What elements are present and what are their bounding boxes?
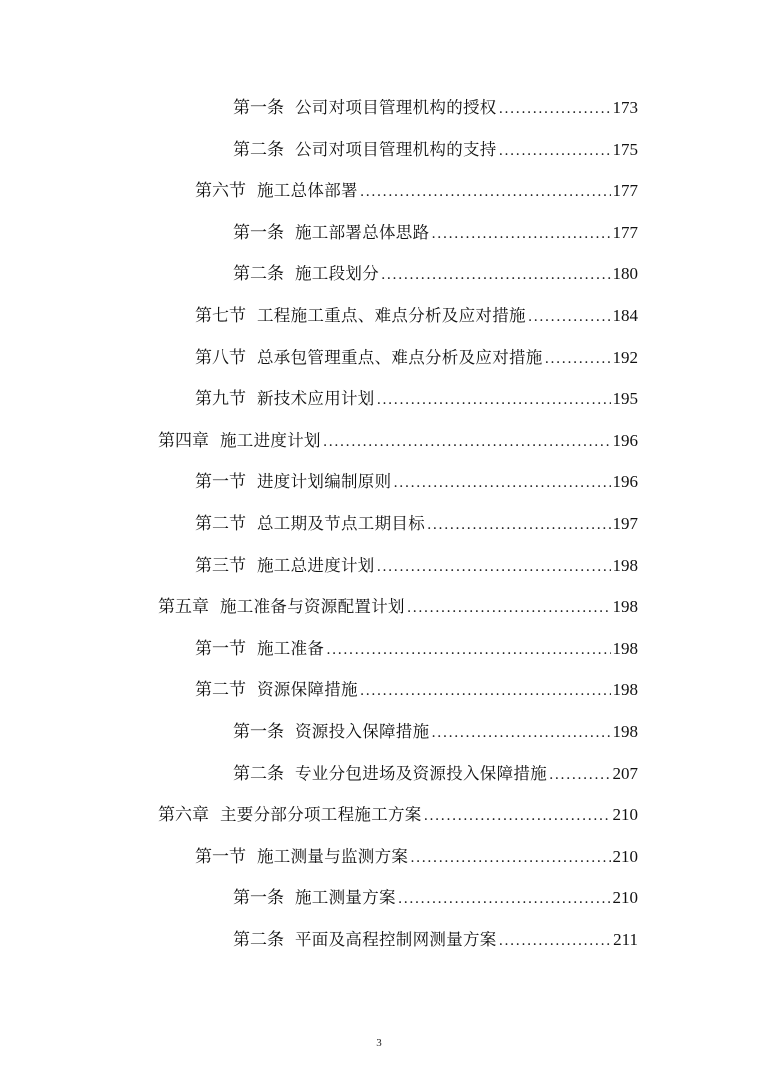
toc-entry[interactable] [233, 921, 638, 951]
toc-entry-page-number: 210 [612, 805, 638, 825]
toc-entry-page-number: 195 [612, 389, 638, 409]
toc-entry-title: 专业分包进场及资源投入保障措施 [295, 763, 547, 783]
toc-entry[interactable] [195, 547, 638, 577]
toc-entry[interactable] [195, 339, 638, 369]
toc-dot-leader [499, 99, 611, 119]
toc-entry-number: 第二条 [233, 264, 284, 285]
toc-entry-page-number: 197 [612, 514, 638, 533]
toc-entry-page-number: 177 [612, 181, 638, 201]
toc-dot-leader [377, 390, 611, 410]
toc-dot-leader [360, 182, 611, 202]
toc-entry-title: 公司对项目管理机构的授权 [295, 98, 497, 117]
toc-dot-leader [431, 723, 610, 743]
toc-dot-leader [381, 265, 611, 285]
toc-entry-number: 第七节 [195, 306, 246, 326]
toc-entry-number: 第二节 [195, 514, 246, 534]
toc-entry-page-number: 192 [612, 347, 638, 367]
toc-entry-page-number: 196 [612, 472, 638, 492]
toc-entry-title: 工程施工重点、难点分析及应对措施 [257, 306, 526, 325]
toc-entry-title: 施工段划分 [295, 264, 379, 284]
toc-entry-title: 施工测量方案 [295, 888, 396, 908]
toc-entry-title: 资源保障措施 [257, 680, 358, 700]
toc-entry-number: 第二条 [233, 763, 284, 784]
toc-entry-page-number: 198 [612, 555, 638, 575]
toc-entry-number: 第三节 [195, 555, 246, 576]
toc-entry-number: 第一条 [233, 888, 284, 909]
toc-entry[interactable] [195, 463, 638, 493]
toc-entry-title: 施工总体部署 [257, 181, 358, 201]
toc-entry[interactable] [158, 422, 638, 452]
toc-dot-leader [499, 141, 611, 161]
toc-dot-leader [528, 307, 611, 327]
toc-entry-number: 第五章 [158, 597, 209, 618]
toc-entry-number: 第八节 [195, 347, 246, 368]
toc-entry-page-number: 177 [612, 222, 638, 242]
toc-entry-page-number: 210 [612, 846, 638, 866]
toc-dot-leader [549, 765, 611, 785]
toc-entry-title: 施工准备与资源配置计划 [220, 597, 405, 617]
toc-entry-number: 第一条 [233, 222, 284, 243]
toc-dot-leader [410, 848, 610, 868]
toc-entry-page-number: 198 [612, 722, 638, 741]
toc-entry-page-number: 198 [612, 680, 638, 700]
toc-entry-page-number: 180 [612, 264, 638, 284]
toc-entry[interactable] [158, 796, 638, 826]
toc-entry[interactable] [195, 172, 638, 202]
toc-entry[interactable] [195, 838, 638, 868]
page-footer-number: 3 [376, 1037, 382, 1049]
toc-dot-leader [393, 473, 610, 493]
toc-entry-page-number: 207 [612, 763, 638, 783]
toc-dot-leader [377, 557, 611, 577]
toc-entry[interactable] [233, 89, 638, 119]
toc-entry-title: 公司对项目管理机构的支持 [295, 139, 497, 159]
toc-entry-number: 第二条 [233, 930, 284, 950]
toc-entry[interactable] [195, 505, 638, 535]
toc-entry[interactable] [195, 630, 638, 660]
toc-entry-title: 主要分部分项工程施工方案 [220, 805, 422, 825]
toc-entry[interactable] [195, 671, 638, 701]
toc-entry-number: 第六章 [158, 805, 209, 826]
toc-entry[interactable] [233, 713, 638, 743]
toc-entry-title: 新技术应用计划 [257, 389, 375, 409]
toc-dot-leader [323, 432, 611, 452]
toc-entry-page-number: 198 [612, 597, 638, 617]
toc-entry[interactable] [233, 214, 638, 244]
toc-dot-leader [427, 515, 611, 535]
toc-entry-number: 第六节 [195, 181, 246, 202]
toc-entry-page-number: 211 [613, 930, 638, 949]
toc-entry-number: 第一节 [195, 638, 246, 659]
toc-entry-page-number: 173 [612, 98, 638, 117]
toc-dot-leader [360, 681, 611, 701]
toc-dot-leader [545, 349, 611, 369]
toc-entry-page-number: 198 [612, 638, 638, 658]
toc-entry-number: 第二条 [233, 139, 284, 160]
toc-entry-number: 第一条 [233, 722, 284, 742]
toc-entry-page-number: 196 [612, 430, 638, 450]
toc-entry-title: 进度计划编制原则 [257, 472, 392, 492]
toc-entry[interactable] [158, 588, 638, 618]
toc-dot-leader [431, 224, 610, 244]
toc-entry-page-number: 175 [612, 139, 638, 159]
toc-entry-number: 第一节 [195, 472, 246, 493]
toc-dot-leader [407, 598, 611, 618]
toc-entry-title: 资源投入保障措施 [295, 722, 430, 741]
toc-dot-leader [398, 889, 611, 909]
toc-entry-title: 总工期及节点工期目标 [257, 514, 425, 533]
toc-dot-leader [424, 806, 611, 826]
toc-entry-title: 平面及高程控制网测量方案 [295, 930, 497, 949]
toc-entry-number: 第九节 [195, 389, 246, 410]
toc-entry-title: 施工总进度计划 [257, 555, 375, 575]
toc-entry[interactable] [233, 879, 638, 909]
toc-entry-number: 第一条 [233, 98, 284, 118]
toc-entry-page-number: 210 [612, 888, 638, 908]
toc-entry-number: 第一节 [195, 846, 246, 867]
toc-entry[interactable] [195, 297, 638, 327]
toc-entry[interactable] [195, 380, 638, 410]
toc-entry-page-number: 184 [612, 306, 638, 325]
toc-entry-title: 施工准备 [257, 638, 325, 658]
toc-dot-leader [326, 640, 610, 660]
toc-dot-leader [499, 931, 612, 951]
toc-entry-title: 总承包管理重点、难点分析及应对措施 [257, 347, 543, 367]
toc-entry[interactable] [233, 255, 638, 285]
toc-entry-title: 施工进度计划 [220, 430, 321, 450]
toc-entry-number: 第四章 [158, 430, 209, 451]
toc-entry-title: 施工测量与监测方案 [257, 846, 409, 866]
toc-entry-title: 施工部署总体思路 [295, 222, 430, 242]
toc-entry[interactable] [233, 755, 638, 785]
toc-entry-number: 第二节 [195, 680, 246, 701]
toc-entry[interactable] [233, 131, 638, 161]
